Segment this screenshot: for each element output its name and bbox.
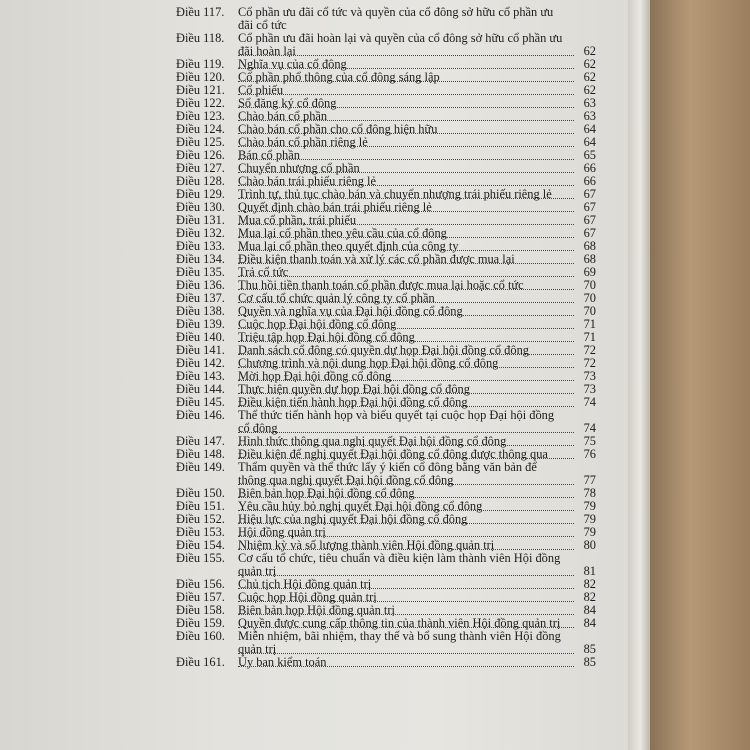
article-number: Điều 134.	[176, 252, 225, 266]
dot-leader	[238, 94, 574, 95]
article-title: Miễn nhiệm, bãi nhiệm, thay thế và bổ sung thành viên Hội đồng quản trị	[238, 629, 561, 656]
article-number: Điều 121.	[176, 83, 225, 97]
page-number: 66	[583, 161, 596, 175]
page-number: 72	[583, 343, 596, 357]
article-title: Cơ cấu tổ chức, tiêu chuẩn và điều kiện làm thành viên Hội đồng quản trị	[238, 551, 561, 578]
page-number: 73	[583, 369, 596, 383]
article-title: Điều kiện để nghị quyết Đại hội đồng cổ đông được thông qua	[238, 447, 548, 461]
dot-leader	[238, 250, 574, 251]
article-title: Điều kiện tiến hành họp Đại hội đồng cổ đông	[238, 395, 468, 409]
article-number: Điều 120.	[176, 70, 225, 84]
article-title: Triệu tập họp Đại hội đồng cổ đông	[238, 330, 415, 344]
article-number: Điều 131.	[176, 213, 225, 227]
article-number: Điều 138.	[176, 304, 225, 318]
page-number: 65	[583, 148, 596, 162]
article-number: Điều 149.	[176, 460, 225, 474]
dot-leader	[238, 289, 574, 290]
article-number: Điều 148.	[176, 447, 225, 461]
dot-leader	[238, 341, 574, 342]
article-number: Điều 156.	[176, 577, 225, 591]
page-number: 77	[583, 473, 596, 487]
article-title: Quyền và nghĩa vụ của Đại hội đồng cổ đông	[238, 304, 463, 318]
page-number: 64	[583, 122, 596, 136]
article-number: Điều 132.	[176, 226, 225, 240]
dot-leader	[238, 120, 574, 121]
article-number: Điều 143.	[176, 369, 225, 383]
dot-leader	[238, 380, 574, 381]
article-title: Quyết định chào bán trái phiếu riêng lẻ	[238, 200, 432, 214]
page-number: 62	[583, 70, 596, 84]
article-title: Hội đồng quản trị	[238, 525, 326, 539]
dot-leader	[238, 107, 574, 108]
article-number: Điều 158.	[176, 603, 225, 617]
dot-leader	[238, 406, 574, 407]
page-number: 67	[583, 187, 596, 201]
article-number: Điều 123.	[176, 109, 225, 123]
article-number: Điều 147.	[176, 434, 225, 448]
dot-leader	[238, 497, 574, 498]
article-title: Mời họp Đại hội đồng cổ đông	[238, 369, 392, 383]
article-title: Hình thức thông qua nghị quyết Đại hội đồng cổ đông	[238, 434, 507, 448]
article-title: Hiệu lực của nghị quyết Đại hội đồng cổ đông	[238, 512, 468, 526]
article-number: Điều 119.	[176, 57, 225, 71]
page-number: 78	[583, 486, 596, 500]
dot-leader	[238, 367, 574, 368]
article-number: Điều 153.	[176, 525, 225, 539]
article-number: Điều 135.	[176, 265, 225, 279]
article-number: Điều 136.	[176, 278, 225, 292]
article-title: Mua cổ phần, trái phiếu	[238, 213, 357, 227]
dot-leader	[238, 146, 574, 147]
article-title: Thẩm quyền và thể thức lấy ý kiến cổ đông bằng văn bản để thông qua nghị quyết Đại hội đồng cổ đông	[238, 460, 537, 487]
article-title: Chủ tịch Hội đồng quản trị	[238, 577, 372, 591]
article-title: Điều kiện thanh toán và xử lý các cổ phần được mua lại	[238, 252, 515, 266]
page-edge	[628, 0, 650, 750]
dot-leader	[238, 354, 574, 355]
article-number: Điều 159.	[176, 616, 225, 630]
dot-leader	[238, 445, 574, 446]
toc-entry	[176, 552, 596, 578]
dot-leader	[238, 601, 574, 602]
page-number: 80	[583, 538, 596, 552]
toc-entry	[176, 409, 596, 435]
article-title: Chào bán trái phiếu riêng lẻ	[238, 174, 376, 188]
dot-leader	[238, 159, 574, 160]
page-number: 85	[583, 642, 596, 656]
article-title: Chào bán cổ phần	[238, 109, 328, 123]
dot-leader	[238, 536, 574, 537]
dot-leader	[238, 549, 574, 550]
article-number: Điều 137.	[176, 291, 225, 305]
page-number: 70	[583, 291, 596, 305]
page-number: 74	[583, 395, 596, 409]
dot-leader	[238, 458, 574, 459]
article-title: Sổ đăng ký cổ đông	[238, 96, 337, 110]
dot-leader	[238, 484, 574, 485]
article-number: Điều 161.	[176, 655, 225, 669]
dot-leader	[238, 432, 574, 433]
page-number: 69	[583, 265, 596, 279]
article-title: Cuộc họp Hội đồng quản trị	[238, 590, 377, 604]
article-title: Cuộc họp Đại hội đồng cổ đông	[238, 317, 397, 331]
article-title: Mua lại cổ phần theo quyết định của công ty	[238, 239, 459, 253]
article-number: Điều 154.	[176, 538, 225, 552]
article-title: Mua lại cổ phần theo yêu cầu của cổ đông	[238, 226, 447, 240]
toc-entry	[176, 630, 596, 656]
page-number: 76	[583, 447, 596, 461]
page-number: 62	[583, 83, 596, 97]
page-number: 85	[583, 655, 596, 669]
page-number: 79	[583, 525, 596, 539]
page-number: 79	[583, 512, 596, 526]
dot-leader	[238, 55, 574, 56]
article-number: Điều 129.	[176, 187, 225, 201]
article-title: Cơ cấu tổ chức quản lý công ty cổ phần	[238, 291, 435, 305]
article-number: Điều 124.	[176, 122, 225, 136]
page-number: 73	[583, 382, 596, 396]
dot-leader	[238, 198, 574, 199]
article-number: Điều 130.	[176, 200, 225, 214]
article-number: Điều 140.	[176, 330, 225, 344]
article-number: Điều 141.	[176, 343, 225, 357]
article-title: Trình tự, thủ tục chào bán và chuyển nhượng trái phiếu riêng lẻ	[238, 187, 552, 201]
dot-leader	[238, 393, 574, 394]
article-number: Điều 126.	[176, 148, 225, 162]
page-number: 82	[583, 577, 596, 591]
dot-leader	[238, 263, 574, 264]
article-title: Danh sách cổ đông có quyền dự họp Đại hội đồng cổ đông	[238, 343, 529, 357]
article-number: Điều 146.	[176, 408, 225, 422]
article-number: Điều 151.	[176, 499, 225, 513]
article-number: Điều 145.	[176, 395, 225, 409]
page-number: 64	[583, 135, 596, 149]
article-title: Chuyển nhượng cổ phần	[238, 161, 360, 175]
toc-entry	[176, 656, 596, 669]
article-number: Điều 157.	[176, 590, 225, 604]
article-title: Chào bán cổ phần riêng lẻ	[238, 135, 368, 149]
article-number: Điều 139.	[176, 317, 225, 331]
dot-leader	[238, 81, 574, 82]
page-number: 62	[583, 44, 596, 58]
dot-leader	[238, 666, 574, 667]
page-number: 72	[583, 356, 596, 370]
page-number: 63	[583, 96, 596, 110]
dot-leader	[238, 315, 574, 316]
page-number: 84	[583, 616, 596, 630]
article-number: Điều 127.	[176, 161, 225, 175]
page-number: 67	[583, 213, 596, 227]
page-number: 67	[583, 200, 596, 214]
page-number: 74	[583, 421, 596, 435]
article-number: Điều 133.	[176, 239, 225, 253]
dot-leader	[238, 172, 574, 173]
article-title: Thực hiện quyền dự họp Đại hội đồng cổ đông	[238, 382, 470, 396]
dot-leader	[238, 588, 574, 589]
toc-entry	[176, 461, 596, 487]
article-title: Chương trình và nội dung họp Đại hội đồng cổ đông	[238, 356, 499, 370]
dot-leader	[238, 653, 574, 654]
page-number: 66	[583, 174, 596, 188]
page-number: 70	[583, 278, 596, 292]
page-number: 68	[583, 239, 596, 253]
page-number: 81	[583, 564, 596, 578]
dot-leader	[238, 185, 574, 186]
article-number: Điều 125.	[176, 135, 225, 149]
article-number: Điều 150.	[176, 486, 225, 500]
article-title: Bán cổ phần	[238, 148, 300, 162]
article-title: Cổ phiếu	[238, 83, 284, 97]
article-title: Thu hồi tiền thanh toán cổ phần được mua lại hoặc cổ tức	[238, 278, 524, 292]
toc-entry	[176, 32, 596, 58]
page-number: 70	[583, 304, 596, 318]
article-number: Điều 128.	[176, 174, 225, 188]
article-number: Điều 118.	[176, 31, 225, 45]
article-number: Điều 117.	[176, 5, 225, 19]
dot-leader	[238, 575, 574, 576]
article-number: Điều 152.	[176, 512, 225, 526]
article-title: Cổ phần ưu đãi cổ tức và quyền của cổ đông sở hữu cổ phần ưu đãi cổ tức	[238, 5, 554, 32]
page-number: 62	[583, 57, 596, 71]
dot-leader	[238, 302, 574, 303]
table-of-contents	[176, 6, 596, 669]
background-surface	[650, 0, 750, 750]
article-title: Nghĩa vụ của cổ đông	[238, 57, 347, 71]
dot-leader	[238, 614, 574, 615]
dot-leader	[238, 68, 574, 69]
dot-leader	[238, 627, 574, 628]
dot-leader	[238, 276, 574, 277]
dot-leader	[238, 237, 574, 238]
page-number: 67	[583, 226, 596, 240]
article-number: Điều 142.	[176, 356, 225, 370]
dot-leader	[238, 328, 574, 329]
dot-leader	[238, 133, 574, 134]
page-number: 75	[583, 434, 596, 448]
article-title: Cổ phần phổ thông của cổ đông sáng lập	[238, 70, 440, 84]
page-number: 68	[583, 252, 596, 266]
page-number: 71	[583, 317, 596, 331]
article-title: Ủy ban kiểm toán	[238, 655, 327, 669]
article-title: Biên bản họp Hội đồng quản trị	[238, 603, 395, 617]
article-title: Yêu cầu hủy bỏ nghị quyết Đại hội đồng cổ đông	[238, 499, 483, 513]
article-title: Nhiệm kỳ và số lượng thành viên Hội đồng quản trị	[238, 538, 495, 552]
article-title: Thể thức tiến hành họp và biểu quyết tại cuộc họp Đại hội đồng cổ đông	[238, 408, 555, 435]
article-number: Điều 122.	[176, 96, 225, 110]
article-number: Điều 144.	[176, 382, 225, 396]
page-number: 82	[583, 590, 596, 604]
dot-leader	[238, 523, 574, 524]
article-title: Cổ phần ưu đãi hoàn lại và quyền của cổ đông sở hữu cổ phần ưu đãi hoàn lại	[238, 31, 563, 58]
article-title: Biên bản họp Đại hội đồng cổ đông	[238, 486, 415, 500]
article-title: Chào bán cổ phần cho cổ đông hiện hữu	[238, 122, 438, 136]
article-title: Trả cổ tức	[238, 265, 289, 279]
article-number: Điều 160.	[176, 629, 225, 643]
toc-entry	[176, 6, 596, 32]
article-title: Quyền được cung cấp thông tin của thành viên Hội đồng quản trị	[238, 616, 561, 630]
dot-leader	[238, 211, 574, 212]
dot-leader	[238, 510, 574, 511]
dot-leader	[238, 224, 574, 225]
article-number: Điều 155.	[176, 551, 225, 565]
page-number: 79	[583, 499, 596, 513]
page-number: 84	[583, 603, 596, 617]
page-number: 63	[583, 109, 596, 123]
page-number: 71	[583, 330, 596, 344]
